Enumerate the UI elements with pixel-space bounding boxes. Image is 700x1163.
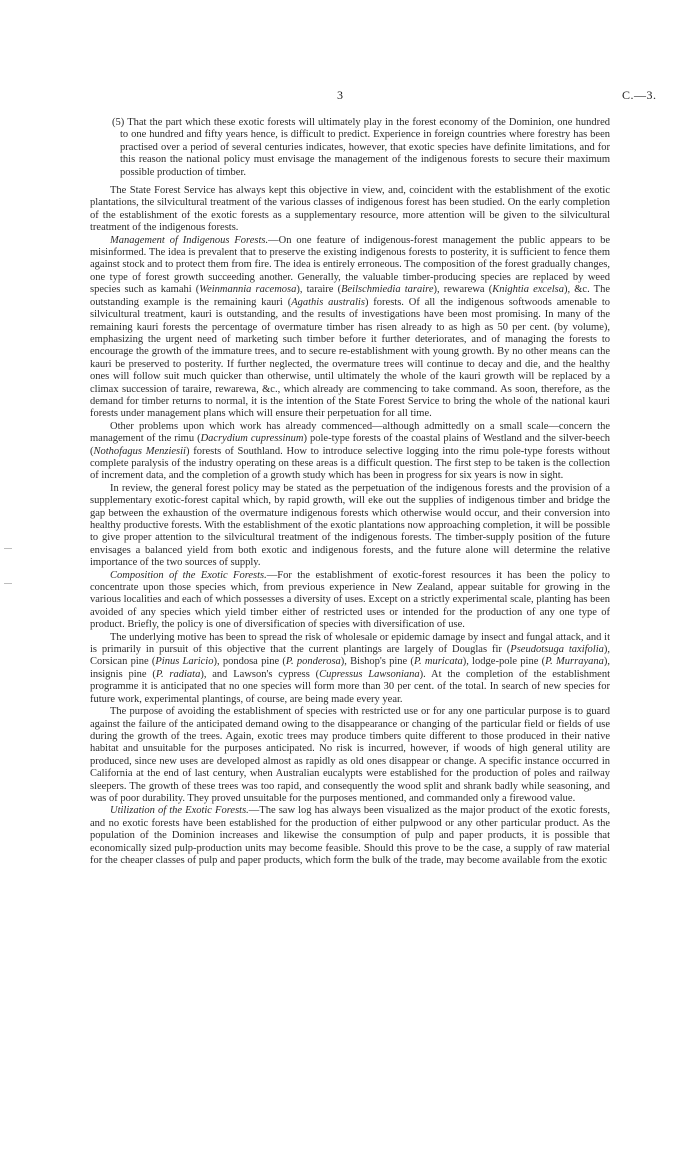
text-run: —The saw log has always been visualized as the major product of the exotic forests, and no exotic forests have been established for the production of either pulpwood or any other particular product. As the population of the Dominion increases and likewise the consumption of pulp and paper products, it is possible that economically sized pulp-production units may become feasible. Should this prove to be the case, a supply of raw material for the cheaper classes of pulp and paper products, which form the bulk of the trade, may become available from the exotic	[90, 805, 610, 866]
body-paragraph	[90, 706, 610, 805]
text-run: ) forests of Southland. How to introduce selective logging into the rimu pole-type forests without complete paralysis of the industry operating on these areas is a difficult question. The first step to be taken is the collection of increment data, and the completion of a growth study which has been in progress for six years is now in sight.	[90, 445, 611, 482]
italic-text: Pseudotsuga taxifolia	[510, 644, 604, 656]
list-item-paragraph	[112, 117, 610, 179]
text-run: ), &c. The outstanding example is the remaining kauri (	[90, 284, 610, 308]
italic-text: Utilization of the Exotic Forests.	[110, 805, 249, 817]
italic-text: Nothofagus Menziesii	[93, 445, 186, 457]
italic-text: Beilschmiedia taraire	[341, 284, 434, 296]
scan-mark	[4, 583, 12, 584]
italic-text: Composition of the Exotic Forests.	[110, 569, 267, 581]
body-paragraph	[90, 483, 610, 570]
text-run: —On one feature of indigenous-forest management the public appears to be misinformed. The idea is prevalent that to preserve the existing indigenous forests to posterity, it is sufficient to fence them against stock and to protect them from fire. The idea is entirely erroneous. The composition of the forest gradually changes, one type of forest growth succeeding another. Generally, the valuable timber-producing species are replaced by weed species such as kamahi (	[90, 234, 610, 296]
italic-text: Management of Indigenous Forests.	[110, 234, 269, 246]
body-paragraph	[90, 185, 610, 235]
text-run: The purpose of avoiding the establishment of species with restricted use or for any one particular purpose is to guard against the failure of the anticipated demand owing to the disappearance or changing of the particular field or fields of use during the growth of the trees. Again, exotic trees may produce timbers quite different to those produced in their native habitat and unsuitable for the purposes anticipated. No risk is incurred, however, if woods of high general utility are produced, since new uses are developed almost as rapidly as old ones disappear or change. A specific instance occurred in California at the end of last century, when Australian eucalypts were established for the production of poles and railway sleepers. The growth of these trees was too rapid, and consequently the wood split and shrank badly while seasoning, and was of poor durability. They proved unsuitable for the purposes mentioned, and commanded only a firewood value.	[90, 706, 610, 804]
text-run: ) pole-type forests of the coastal plains of Westland and the silver-beech (	[90, 433, 610, 457]
body-paragraph	[90, 632, 610, 706]
text-run: ) forests. Of all the indigenous softwoods amenable to silvicultural treatment, kauri is outstanding, and the results of investigations have been most promising. In many of the remaining kauri forests the percentage of overmature timber has risen already to as high as 50 per cent. (by volume), emphasizing the urgent need of marketing such timber before it further deteriorates, and of managing the forests to encourage the growth of the immature trees, and to secure re-establishment with young growth. By no other means can the kauri be preserved to posterity. If further neglected, the overmature trees will continue to decay and die, and the healthy ones will follow suit much quicker than otherwise, until ultimately the whole of the kauri growth will be replaced by a climax succession of taraire, rewarewa, &c., which already are commencing to take command. As soon, therefore, as the demand for timber returns to normal, it is the intention of the State Forest Service to bring the whole of the national kauri forests under management plans which will ensure their perpetuation for all time.	[90, 296, 610, 420]
italic-text: Dacrydium cupressinum	[200, 433, 304, 445]
italic-text: Knightia excelsa	[492, 284, 564, 296]
italic-text: Cupressus Lawsoniana	[319, 668, 420, 680]
body-paragraph	[90, 570, 610, 632]
page-number: 3	[337, 88, 343, 102]
text-run: ), rewarewa (	[433, 284, 493, 296]
text-run: ), insignis pine (	[90, 656, 610, 680]
scan-mark	[4, 548, 12, 549]
text-run: ), and Lawson's cypress (	[200, 668, 320, 680]
body-paragraph	[90, 805, 610, 867]
document-reference: C.—3.	[622, 88, 657, 102]
italic-text: Pinus Laricio	[155, 656, 214, 668]
text-run: The State Forest Service has always kept this objective in view, and, coincident with the establishment of the exotic plantations, the silvicultural treatment of the various classes of indigenous forest has been studied. On the early completion of the establishment of the exotic forests as a supplementary resource, more attention will be given to the silvicultural treatment of the indigenous forests.	[90, 185, 610, 234]
text-run: ), lodge-pole pine (	[462, 656, 546, 668]
body-paragraph	[90, 235, 610, 421]
italic-text: P. Murrayana	[545, 656, 604, 668]
italic-text: P. muricata	[413, 656, 463, 668]
body-paragraph	[90, 421, 610, 483]
text-run: ). At the completion of the establishment programme it is anticipated that no one species will form more than 30 per cent. of the total. In search of new species for future work, experimental plantings, of course, are being made every year.	[90, 668, 611, 705]
italic-text: Weinmannia racemosa	[199, 284, 297, 296]
text-run: ), Corsican pine (	[90, 644, 610, 668]
text-run: ), pondosa pine (	[213, 656, 286, 668]
text-run: (5) That the part which these exotic forests will ultimately play in the forest economy of the Dominion, one hundred to one hundred and fifty years hence, is difficult to predict. Experience in foreign countries where forestry has been practised over a period of several centuries indicates, however, that exotic species have definite limitations, and for this reason the national policy must envisage the management of the indigenous forests to secure their maximum possible production of timber.	[112, 117, 610, 178]
text-run: —For the establishment of exotic-forest resources it has been the policy to concentrate upon those species which, from previous experience in New Zealand, appear suitable for growing in the various localities and each of which possesses a diversity of uses. Except on a strictly experimental scale, planting has been avoided of any species which yield timber either of restricted uses or intended for the production of any one type of product. Briefly, the policy is one of diversification of species with diversification of use.	[90, 569, 610, 631]
text-run: Other problems upon which work has already commenced—although admittedly on a small scale—concern the management of the rimu (	[90, 420, 610, 445]
text-run: ), taraire (	[296, 284, 342, 296]
text-run: ), Bishop's pine (	[340, 656, 414, 668]
italic-text: P. ponderosa	[285, 656, 341, 668]
document-body	[90, 117, 610, 867]
text-run: The underlying motive has been to spread the risk of wholesale or epidemic damage by insect and fungal attack, and it is primarily in pursuit of this objective that the current plantings are largely of Douglas fir (	[90, 631, 610, 656]
italic-text: P. radiata	[155, 668, 201, 680]
italic-text: Agathis australis	[291, 296, 365, 308]
text-run: In review, the general forest policy may be stated as the perpetuation of the indigenous forests and the provision of a supplementary exotic-forest capital which, by rapid growth, will eke out the supplies of indigenous timber and bridge the gap between the exhaustion of the overmature indigenous forests which otherwise would occur, and their conversion into healthy productive forests. With the establishment of the exotic plantations now approaching completion, it will be possible to give proper attention to the silvicultural treatment of the indigenous forests. The timber-supply position of the future envisages a balanced yield from both exotic and indigenous forests, and the future alone will determine the relative importance of the two sources of supply.	[90, 482, 610, 569]
